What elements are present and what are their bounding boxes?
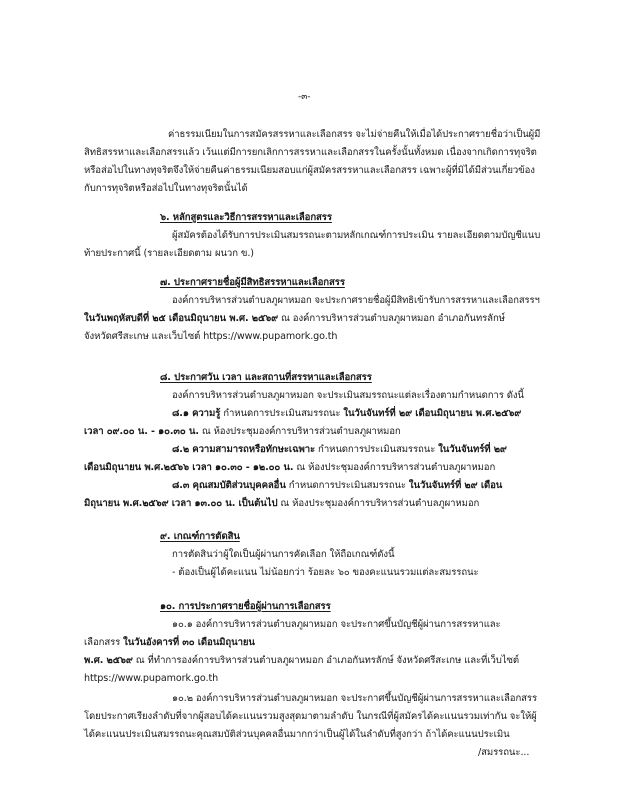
section9-bullet: - ต้องเป็นผู้ได้คะแนน ไม่น้อยกว่า ร้อยละ ๖๐ ของคะแนนรวมแต่ละสมรรถนะ: [172, 567, 479, 578]
section10-p2-line: ได้คะแนนประเมินสมรรถนะคุณสมบัติส่วนบุคคลอื่นมากกว่าเป็นผู้ได้ในลำดับที่สูงกว่า ถ้าได้คะแนนประเมิน: [84, 729, 510, 740]
section9-heading: ๙. เกณฑ์การตัดสิน: [160, 531, 240, 542]
section7-heading: ๗. ประกาศรายชื่อผู้มีสิทธิสรรหาและเลือกสรร: [160, 277, 345, 288]
section6-line: ผู้สมัครต้องได้รับการประเมินสมรรถนะตามหลักเกณฑ์การประเมิน รายละเอียดตามบัญชีแนบ: [172, 230, 541, 241]
fee-paragraph-line: สิทธิสรรหาและเลือกสรรแล้ว เว้นแต่มีการยกเลิกการสรรหาและเลือกสรรในครั้งนั้นทั้งหมด เนื่องจากเกิดการทุจริต: [84, 147, 537, 158]
section7-date: ในวันพฤหัสบดีที่ ๒๕ เดือนมิถุนายน พ.ศ. ๒๕๖๙: [84, 313, 279, 324]
section7-line: องค์การบริหารส่วนตำบลภูผาหมอก จะประกาศรายชื่อผู้มีสิทธิเข้ารับการสรรหาและเลือกสรรฯ: [172, 295, 540, 306]
section8-item3: ๘.๓ คุณสมบัติส่วนบุคคลอื่น กำหนดการประเมินสมรรถนะ ในวันจันทร์ที่ ๒๙ เดือน: [172, 480, 503, 491]
continuation-note: /สมรรถนะ...: [478, 747, 530, 758]
section10-p1-line: พ.ศ. ๒๕๖๙ ณ ที่ทำการองค์การบริหารส่วนตำบลภูผาหมอก อำเภอกันทรลักษ์ จังหวัดศรีสะเกษ และที่เว็บไซต์: [84, 655, 519, 666]
section6-heading: ๖. หลักสูตรและวิธีการสรรหาและเลือกสรร: [160, 212, 332, 223]
section10-p2-line: โดยประกาศเรียงลำดับที่จากผู้สอบได้คะแนนรวมสูงสุดมาตามลำดับ ในกรณีที่ผู้สมัครได้คะแนนรวมเท่ากัน จะให้ผู้: [84, 711, 537, 722]
fee-paragraph-line: หรือส่อไปในทางทุจริตจึงให้จ่ายคืนค่าธรรมเนียมสอบแก่ผู้สมัครสรรหาและเลือกสรร เฉพาะผู้ที่มิได้มีส่วนเกี่ยวข้อง: [84, 165, 535, 176]
section7-line: จังหวัดศรีสะเกษ และเว็บไซต์ https://www.pupamork.go.th: [84, 331, 338, 342]
section6-line: ท้ายประกาศนี้ (รายละเอียดตาม ผนวก ข.): [84, 248, 254, 259]
section8-item1: ๘.๑ ความรู้ กำหนดการประเมินสมรรถนะ ในวันจันทร์ที่ ๒๙ เดือนมิถุนายน พ.ศ.๒๕๖๙: [172, 408, 522, 419]
fee-paragraph-line: กับการทุจริตหรือส่อไปในทางทุจริตนั้นได้: [84, 183, 248, 194]
section8-item2-time: เดือนมิถุนายน พ.ศ.๒๕๖๖ เวลา ๑๐.๓๐ - ๑๒.๐๐ น. ณ ห้องประชุมองค์การบริหารส่วนตำบลภูผาหมอก: [84, 462, 496, 473]
section8-item1-time: เวลา ๐๙.๐๐ น. - ๑๐.๓๐ น. ณ ห้องประชุมองค์การบริหารส่วนตำบลภูผาหมอก: [84, 426, 401, 437]
section10-p2-line: ๑๐.๒ องค์การบริหารส่วนตำบลภูผาหมอก จะประกาศขึ้นบัญชีผู้ผ่านการสรรหาและเลือกสรร: [172, 693, 538, 704]
section10-p1-url: https://www.pupamork.go.th: [84, 673, 219, 684]
section9-intro: การตัดสินว่าผู้ใดเป็นผู้ผ่านการคัดเลือก ให้ถือเกณฑ์ดังนี้: [172, 549, 395, 560]
section7-line: ในวันพฤหัสบดีที่ ๒๕ เดือนมิถุนายน พ.ศ. ๒๕๖๙ ณ องค์การบริหารส่วนตำบลภูผาหมอก อำเภอกันทรลักษ์: [84, 313, 505, 324]
section8-item2: ๘.๒ ความสามารถหรือทักษะเฉพาะ กำหนดการประเมินสมรรถนะ ในวันจันทร์ที่ ๒๙: [172, 444, 507, 455]
section10-p1-line: เลือกสรร ในวันอังคารที่ ๓๐ เดือนมิถุนายน: [84, 637, 255, 648]
fee-paragraph-line: ค่าธรรมเนียมในการสมัครสรรหาและเลือกสรร จะไม่จ่ายคืนให้เมื่อได้ประกาศรายชื่อว่าเป็นผู้มี: [168, 129, 541, 140]
section8-heading: ๘. ประกาศวัน เวลา และสถานที่สรรหาและเลือกสรร: [160, 372, 372, 383]
section8-intro: องค์การบริหารส่วนตำบลภูผาหมอก จะประเมินสมรรถนะแต่ละเรื่องตามกำหนดการ ดังนี้: [172, 390, 524, 401]
section8-item3-time: มิถุนายน พ.ศ.๒๕๖๙ เวลา ๑๓.๐๐ น. เป็นต้นไป ณ ห้องประชุมองค์การบริหารส่วนตำบลภูผาหมอก: [84, 498, 480, 509]
section10-heading: ๑๐. การประกาศรายชื่อผู้ผ่านการเลือกสรร: [160, 601, 331, 612]
page-number: -๓-: [298, 92, 311, 102]
section10-p1-line: ๑๐.๑ องค์การบริหารส่วนตำบลภูผาหมอก จะประกาศขึ้นบัญชีผู้ผ่านการสรรหาและ: [172, 619, 501, 630]
